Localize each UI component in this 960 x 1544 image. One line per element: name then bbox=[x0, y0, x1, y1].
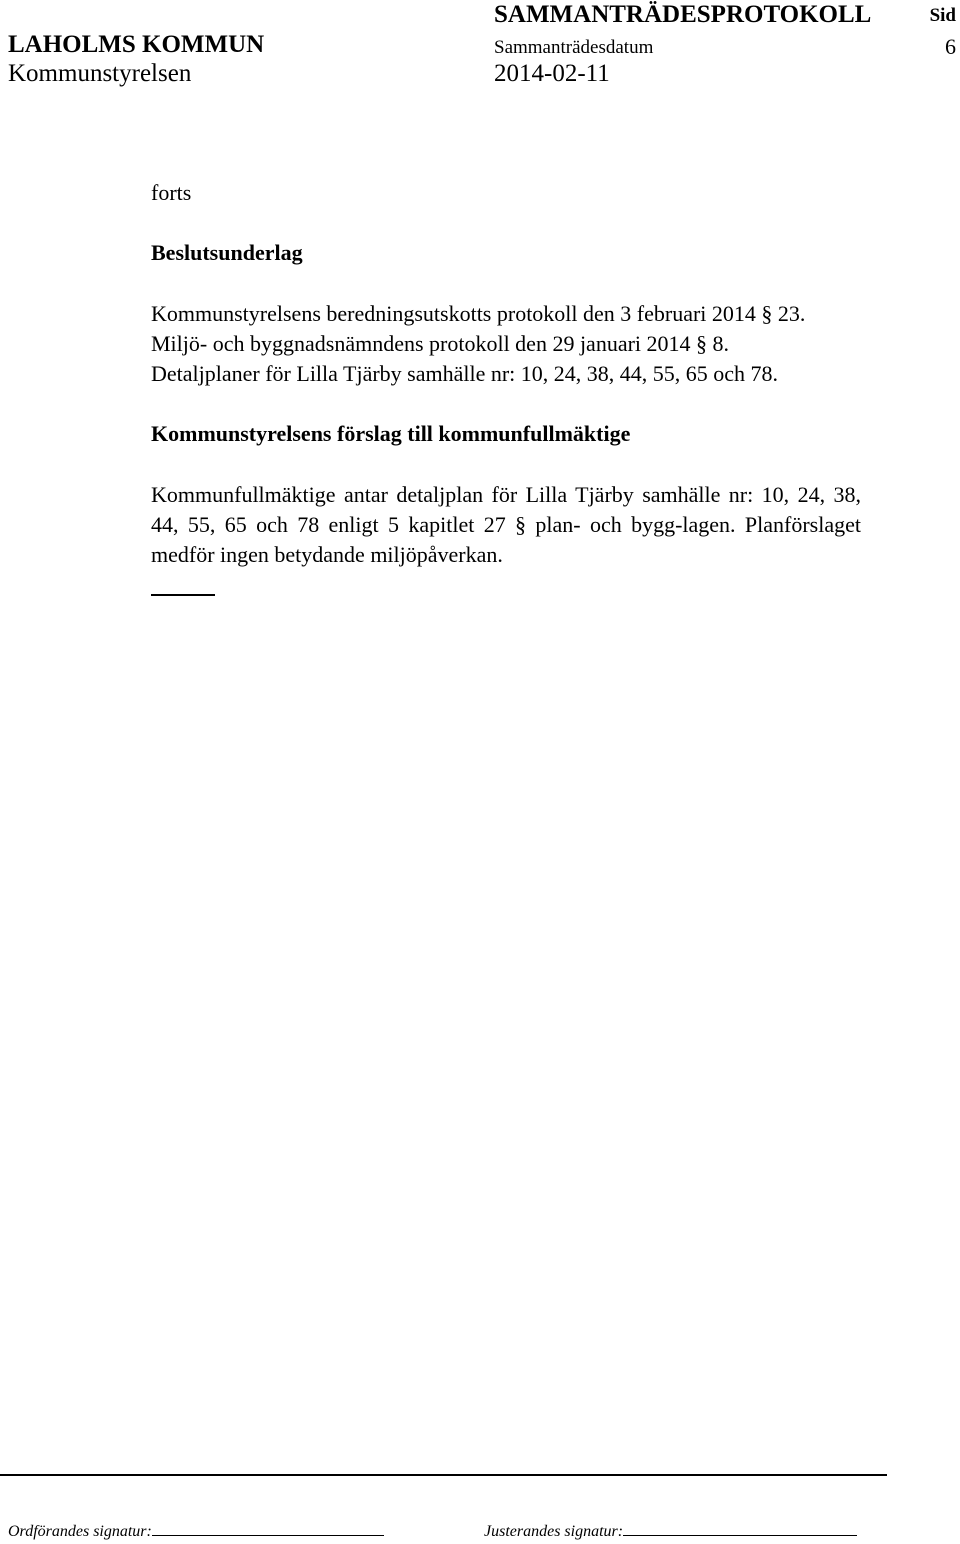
document-body bbox=[151, 178, 861, 596]
chair-signature-line bbox=[152, 1521, 384, 1536]
adjuster-signature-line bbox=[623, 1521, 857, 1536]
organization-name: LAHOLMS KOMMUN bbox=[8, 31, 265, 58]
chair-signature-label: Ordförandes signatur: bbox=[8, 1523, 152, 1540]
proposal-heading: Kommunstyrelsens förslag till kommunfullmäktige bbox=[151, 421, 631, 446]
chair-signature-field bbox=[8, 1521, 384, 1541]
document-type-title: SAMMANTRÄDESPROTOKOLL bbox=[494, 1, 872, 28]
continuation-note: forts bbox=[151, 180, 192, 205]
decision-basis-item: Kommunstyrelsens beredningsutskotts protokoll den 3 februari 2014 § 23. bbox=[151, 301, 806, 326]
proposal-text: Kommunfullmäktige antar detaljplan för Lilla Tjärby samhälle nr: 10, 24, 38, 44, 55, 65 och 78 enligt 5 kapitlet 27 § plan- och bygg-lagen. Planförslaget medför ingen betydande miljöpåverkan. bbox=[151, 482, 861, 567]
decision-basis-list bbox=[151, 299, 861, 389]
adjuster-signature-field bbox=[484, 1521, 857, 1541]
decision-basis-item: Detaljplaner för Lilla Tjärby samhälle nr: 10, 24, 38, 44, 55, 65 och 78. bbox=[151, 361, 779, 386]
page-number: 6 bbox=[945, 34, 956, 59]
adjuster-signature-label: Justerandes signatur: bbox=[484, 1523, 624, 1540]
meeting-date-value: 2014-02-11 bbox=[494, 60, 610, 87]
decision-basis-heading: Beslutsunderlag bbox=[151, 240, 303, 265]
board-name: Kommunstyrelsen bbox=[8, 60, 192, 87]
footer-divider bbox=[0, 1474, 887, 1476]
page-label: Sid bbox=[929, 5, 956, 26]
section-end-rule bbox=[151, 594, 215, 596]
decision-basis-item: Miljö- och byggnadsnämndens protokoll den 29 januari 2014 § 8. bbox=[151, 331, 730, 356]
meeting-date-label: Sammanträdesdatum bbox=[494, 37, 654, 58]
